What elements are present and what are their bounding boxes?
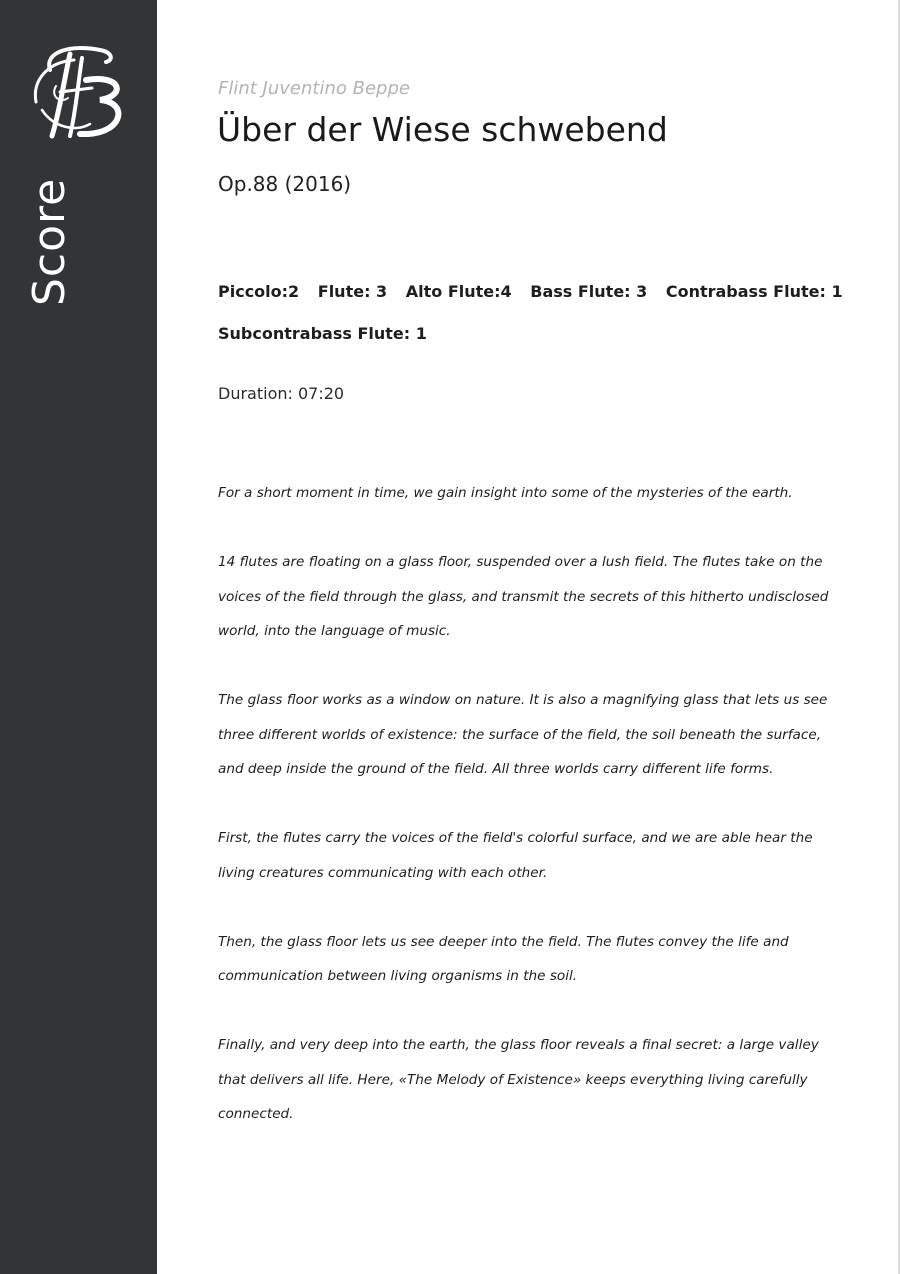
- program-notes: [218, 476, 848, 1166]
- program-note-paragraph: The glass floor works as a window on nature. It is also a magnifying glass that lets us see three different worlds of existence: the surface of the field, the soil beneath the surface, and deep inside the ground of the field. All three worlds carry different life forms.: [218, 692, 828, 777]
- fjb-monogram-logo: [30, 40, 126, 142]
- instrument-bass-flute: Bass Flute: 3: [530, 282, 648, 301]
- instrument-subcontrabass-flute: Subcontrabass Flute: 1: [218, 324, 427, 343]
- instrumentation-line-2: [218, 324, 427, 343]
- instrument-flute: Flute: 3: [317, 282, 388, 301]
- program-note-paragraph: Finally, and very deep into the earth, the glass floor reveals a final secret: a large valley that delivers all life. Here, «The Melody of Existence» keeps everything living carefully connected.: [218, 1037, 819, 1122]
- program-note-paragraph: Then, the glass floor lets us see deeper into the field. The flutes convey the life and communication between living organisms in the soil.: [218, 933, 789, 984]
- instrument-contrabass-flute: Contrabass Flute: 1: [665, 282, 843, 301]
- composer-name: Flint Juventino Beppe: [218, 78, 410, 99]
- score-label: Score: [24, 177, 75, 306]
- instrument-piccolo: Piccolo:2: [218, 282, 300, 301]
- program-note-paragraph: First, the flutes carry the voices of the field's colorful surface, and we are able hear the living creatures communicating with each other.: [218, 830, 813, 881]
- instrument-alto-flute: Alto Flute:4: [405, 282, 512, 301]
- opus-number: Op.88 (2016): [218, 172, 352, 196]
- duration: Duration: 07:20: [218, 384, 345, 403]
- page-title: Über der Wiese schwebend: [217, 110, 668, 149]
- program-note-paragraph: For a short moment in time, we gain insight into some of the mysteries of the earth.: [218, 485, 793, 501]
- program-note-paragraph: 14 flutes are floating on a glass floor, suspended over a lush field. The flutes take on the voices of the field through the glass, and transmit the secrets of this hitherto undisclosed world, into the language of music.: [218, 554, 829, 639]
- instrumentation-line-1: [218, 282, 856, 301]
- sidebar: [0, 0, 157, 1274]
